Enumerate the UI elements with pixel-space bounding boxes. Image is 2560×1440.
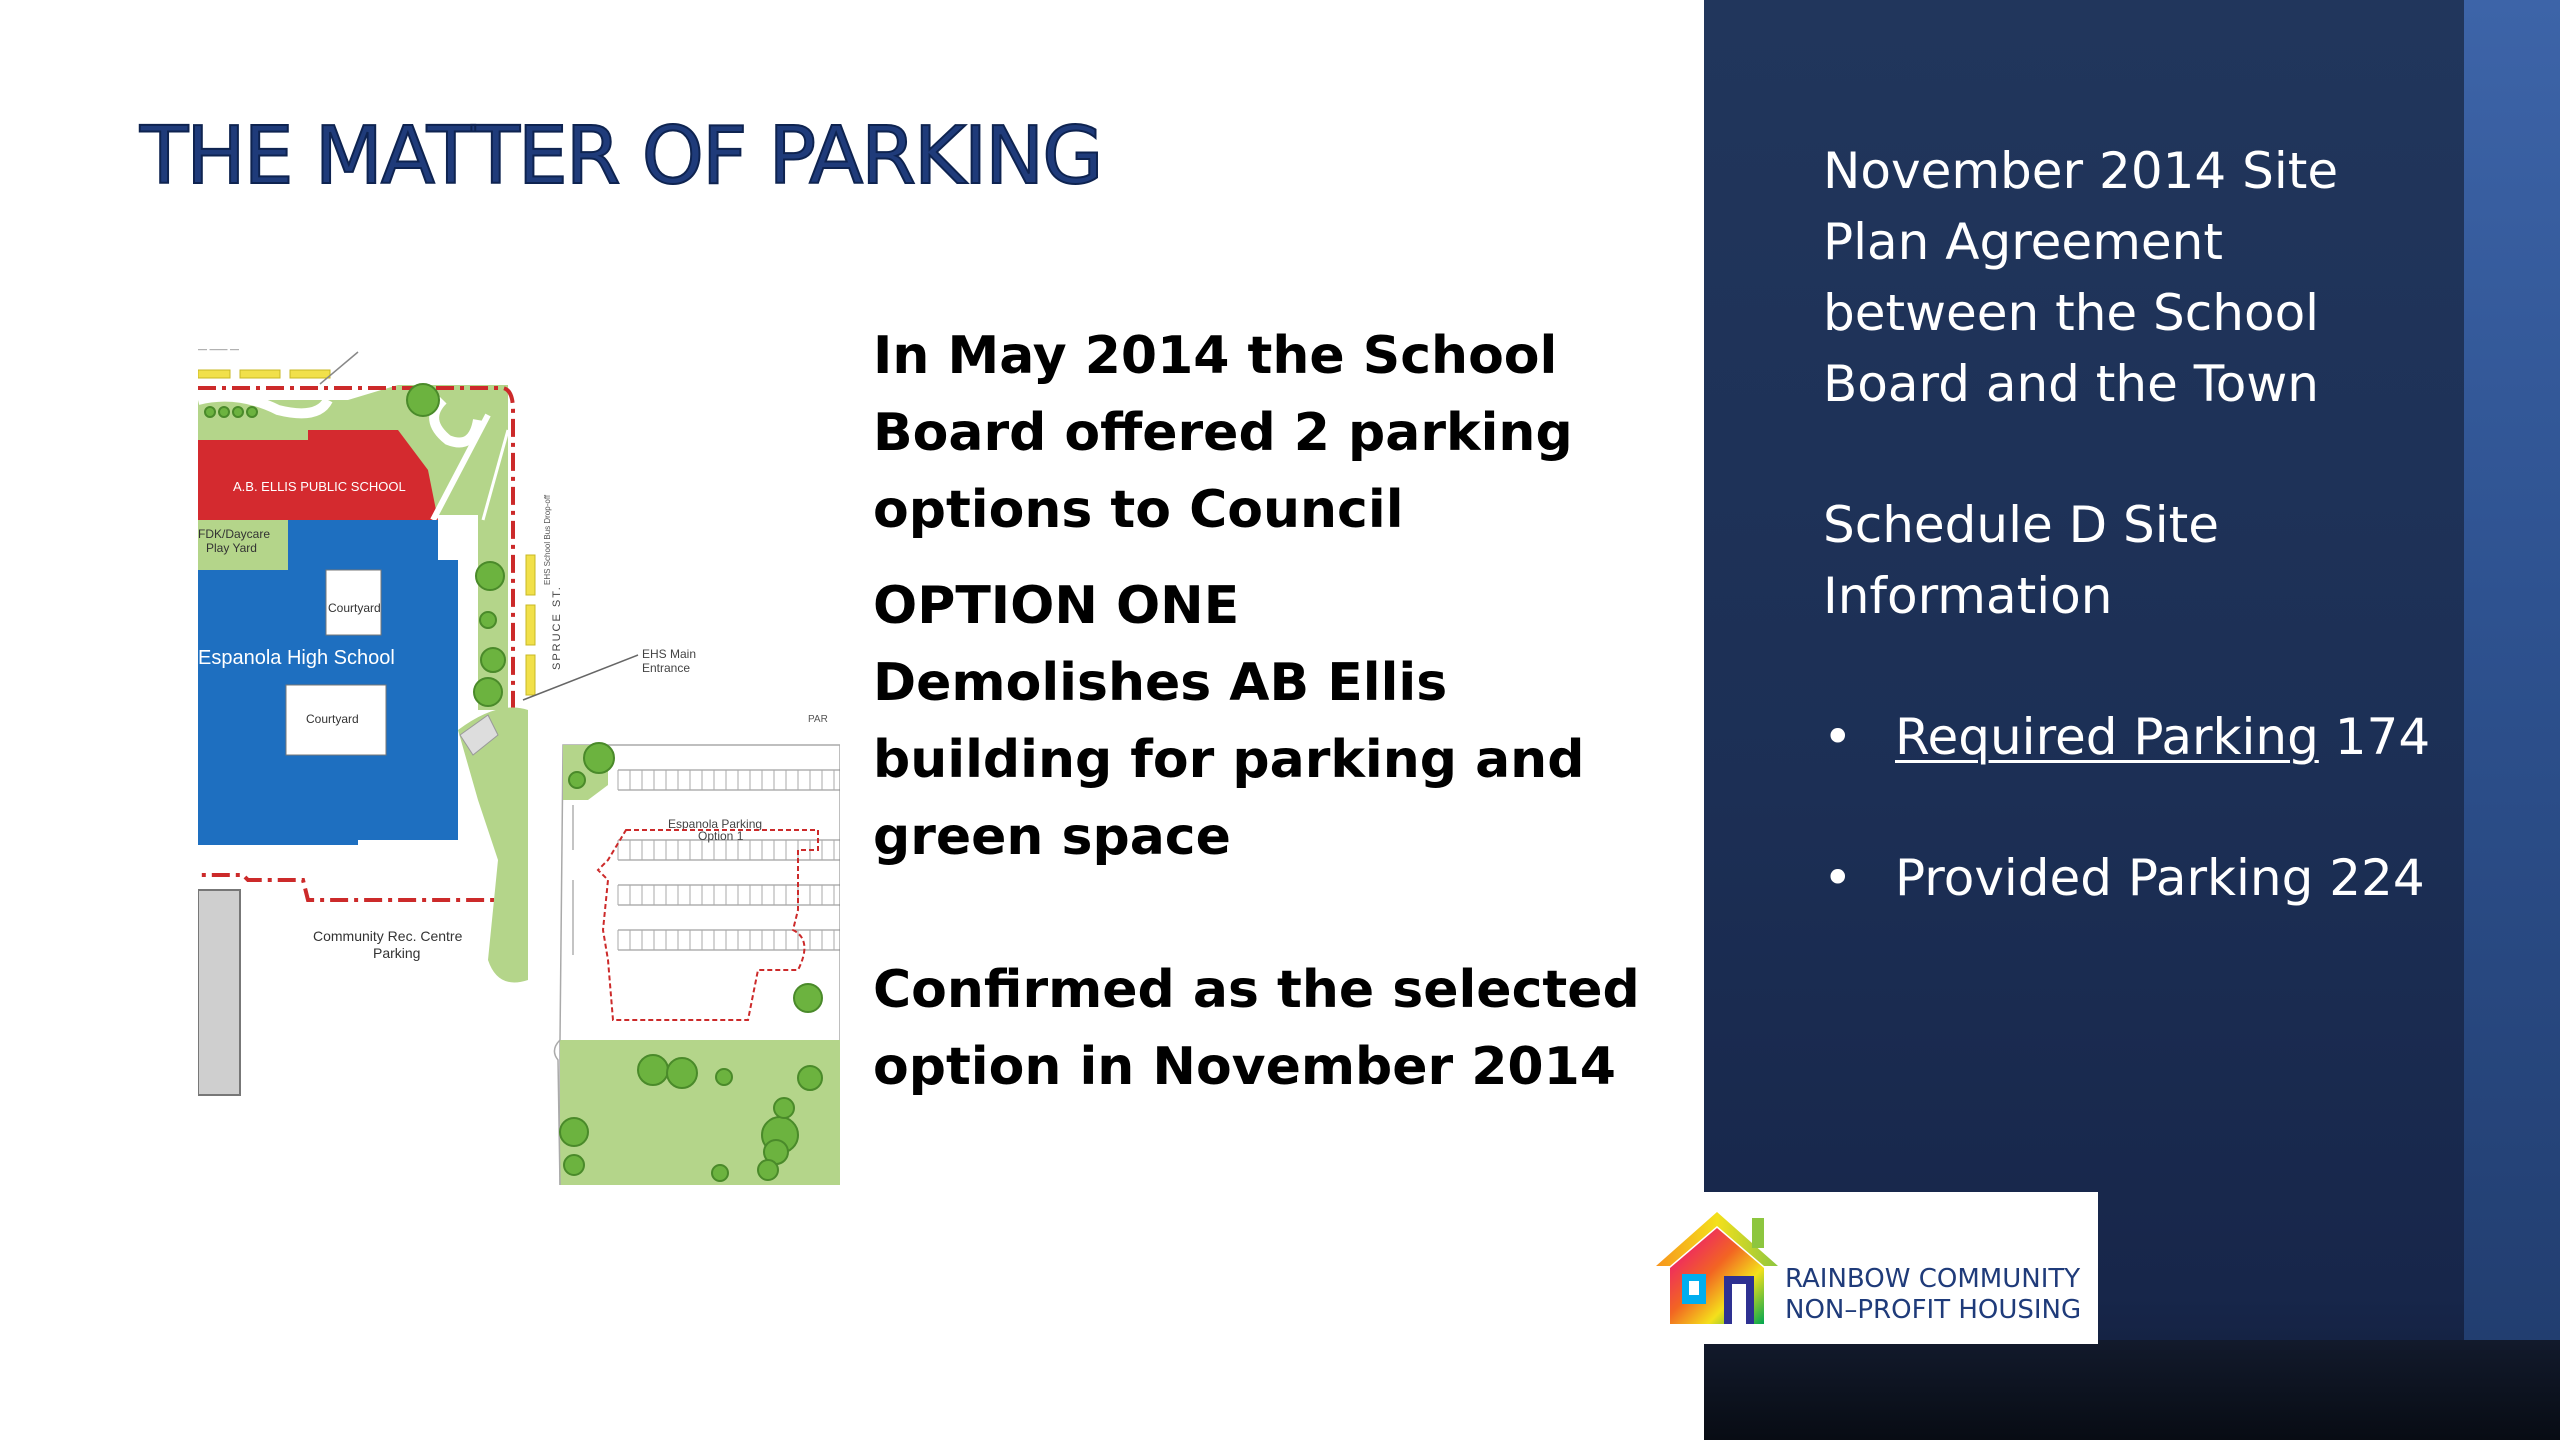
svg-text:Espanola Parking: Espanola Parking	[668, 817, 763, 831]
rainbow-house-icon	[1652, 1206, 1782, 1330]
intro-paragraph: In May 2014 the School Board offered 2 parking options to Council	[873, 326, 1573, 540]
schedule-text: Schedule D Site Information	[1823, 496, 2220, 625]
svg-text:Parking: Parking	[373, 945, 421, 961]
agreement-text: November 2014 Site Plan Agreement between the School Board and the Town	[1823, 142, 2339, 413]
body-text	[873, 318, 1673, 1106]
provided-parking-label: Provided Parking	[1895, 849, 2314, 907]
parking-bullets	[1823, 702, 2443, 914]
svg-text:Option 1: Option 1	[698, 829, 744, 843]
map-par-label: PAR	[808, 714, 828, 725]
logo-text: RAINBOW COMMUNITY NON–PROFIT HOUSING	[1785, 1264, 2082, 1325]
accent-strip	[2464, 0, 2560, 1345]
svg-text:Entrance: Entrance	[642, 661, 691, 675]
svg-text:Courtyard: Courtyard	[328, 601, 381, 615]
panel-footer-band	[1704, 1340, 2560, 1440]
site-plan-map	[198, 340, 840, 1185]
bullet-required-parking	[1823, 702, 2443, 773]
svg-text:EHS Main: EHS Main	[642, 647, 697, 661]
map-bus-label: EHS School Bus Drop-off	[543, 494, 552, 585]
map-school-label: A.B. ELLIS PUBLIC SCHOOL	[233, 479, 406, 494]
svg-text:— —— —: — —— —	[198, 344, 240, 354]
required-parking-label: Required Parking	[1895, 708, 2319, 766]
svg-text:FDK/Daycare: FDK/Daycare	[198, 527, 271, 541]
provided-parking-value: 224	[2313, 849, 2425, 907]
bullet-provided-parking	[1823, 843, 2443, 914]
map-street-label: SPRUCE ST.	[551, 585, 563, 670]
slide-title: THE MATTER OF PARKING	[140, 110, 1102, 202]
svg-text:Play Yard: Play Yard	[206, 541, 257, 555]
organization-logo	[1640, 1192, 2098, 1344]
confirmation-paragraph: Confirmed as the selected option in November 2014	[873, 960, 1640, 1097]
svg-text:Courtyard: Courtyard	[306, 712, 359, 726]
svg-text:Community Rec. Centre: Community Rec. Centre	[313, 928, 463, 944]
map-high-school-label: Espanola High School	[198, 647, 395, 669]
info-panel-text	[1823, 136, 2443, 984]
option-one-paragraph: OPTION ONE Demolishes AB Ellis building for parking and green space	[873, 576, 1585, 867]
required-parking-value: 174	[2318, 708, 2431, 766]
